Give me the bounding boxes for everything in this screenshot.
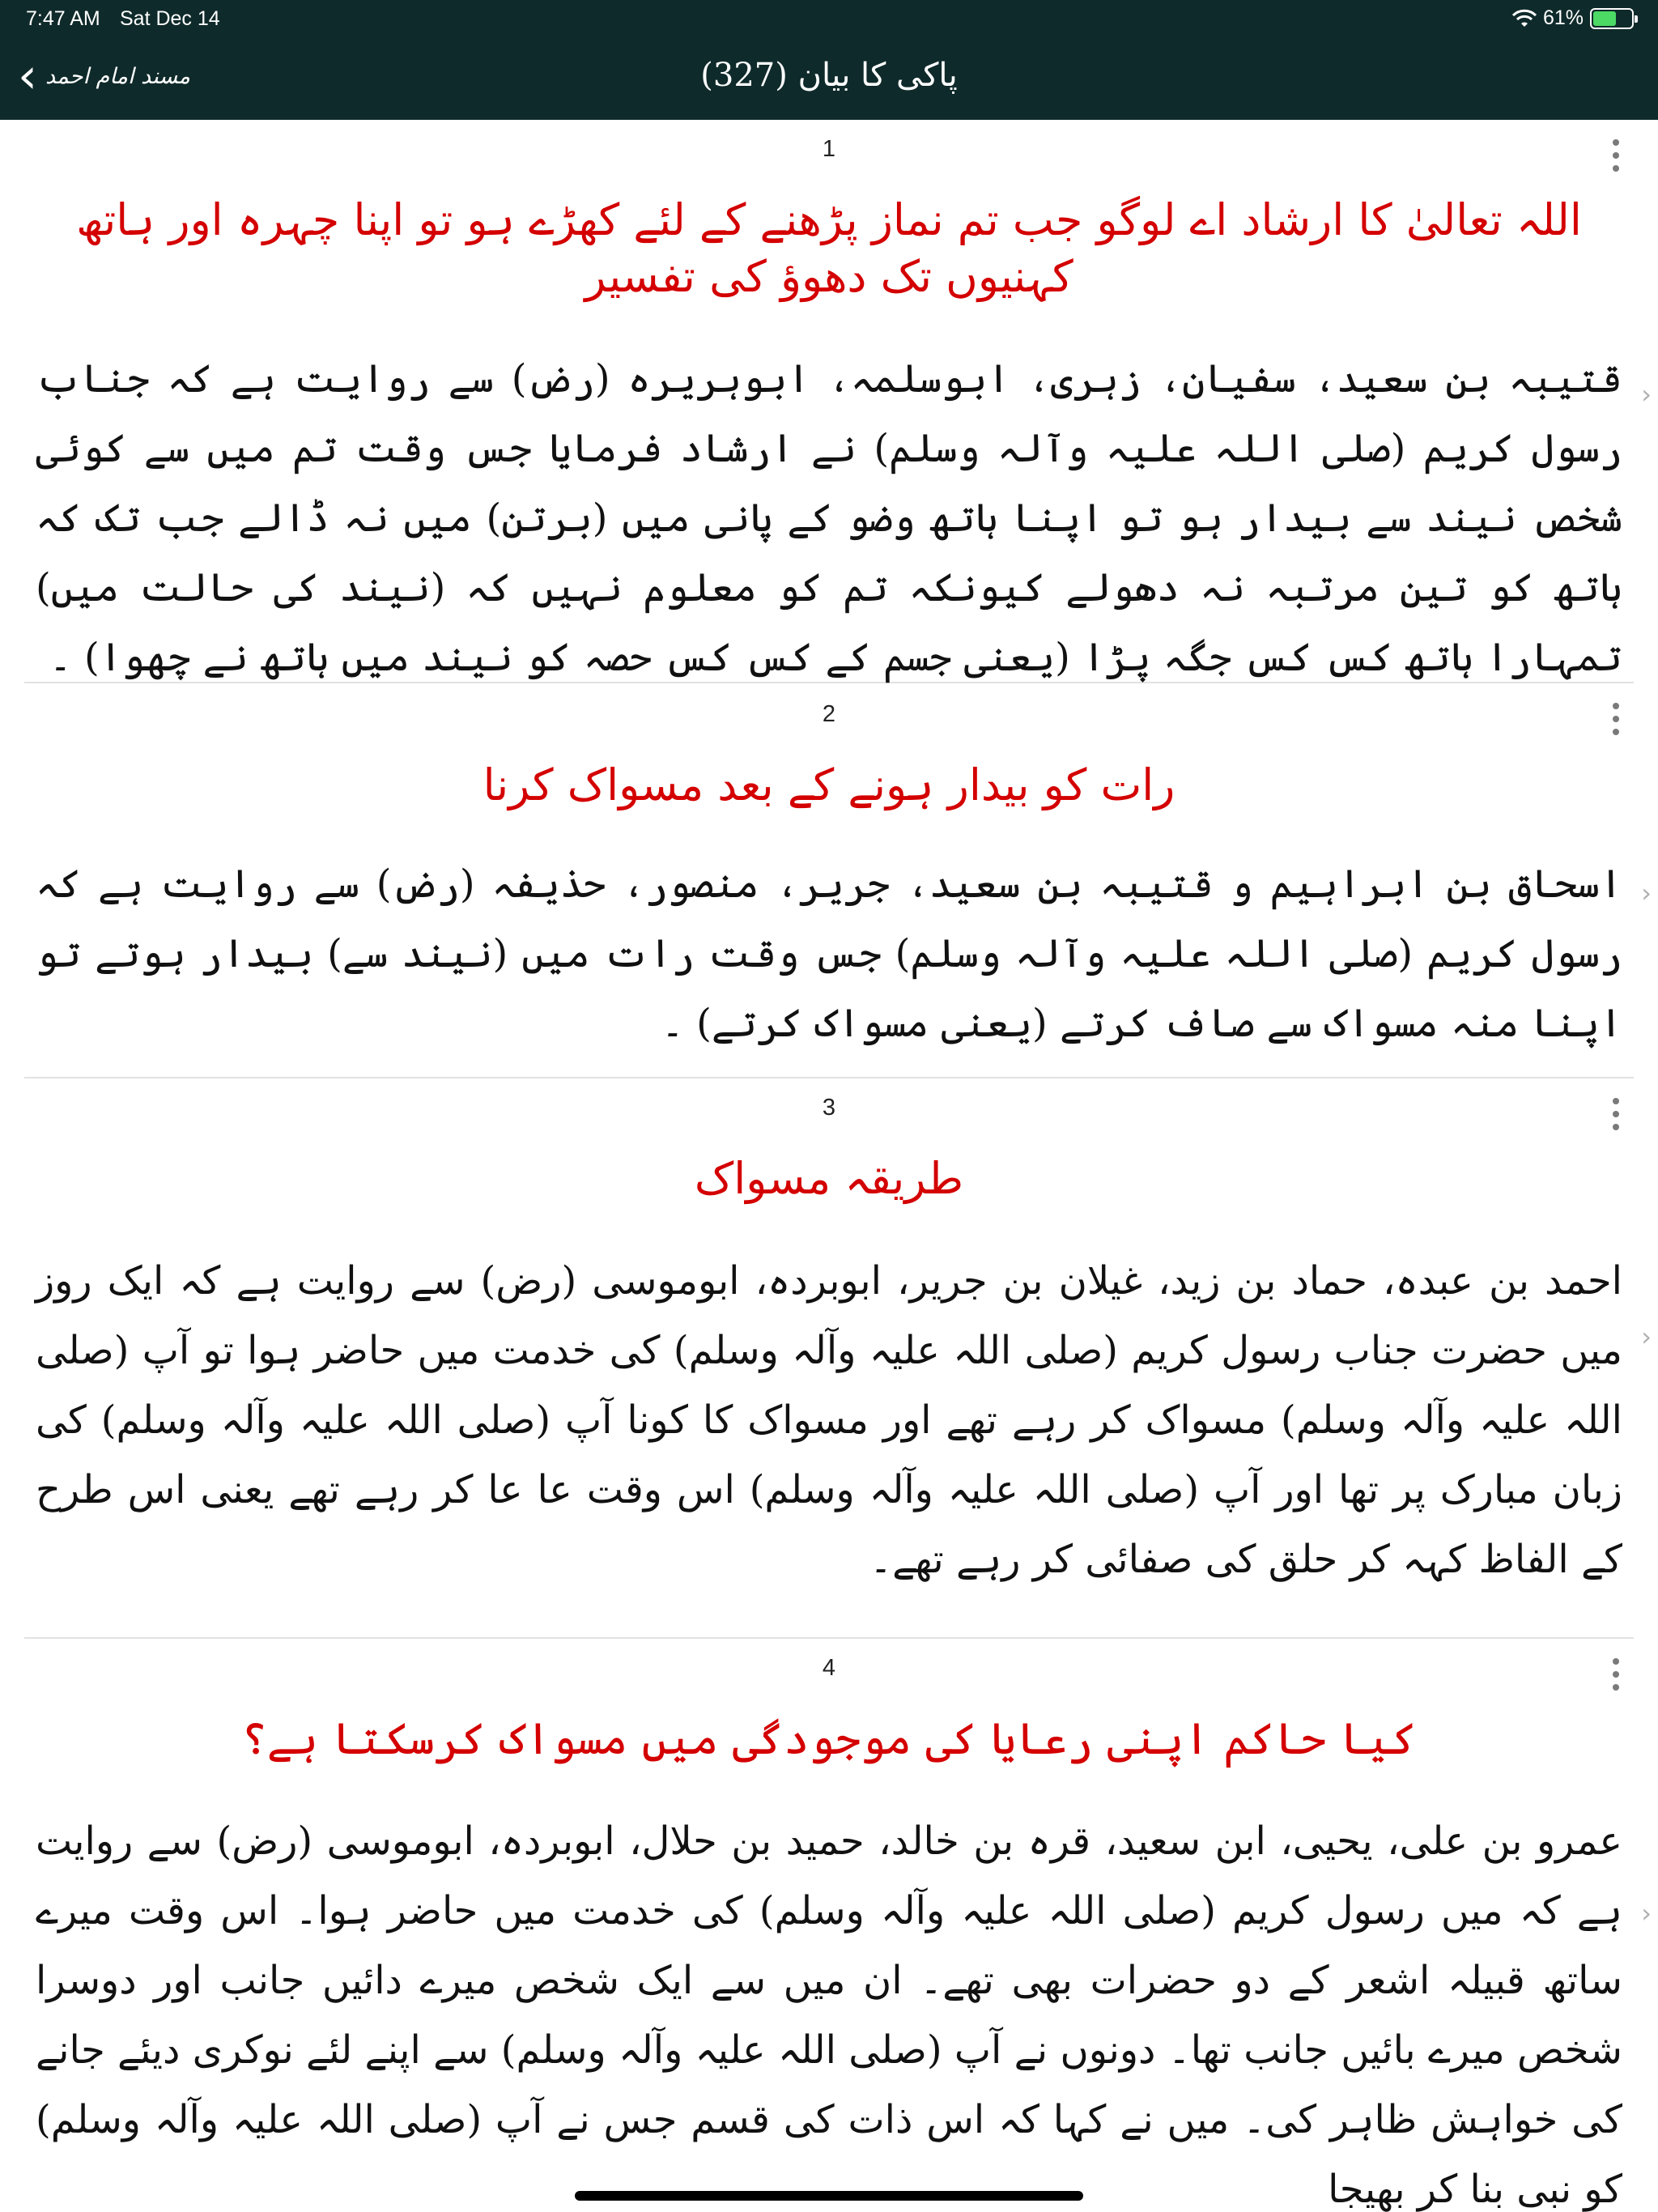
hadith-item-3[interactable]	[24, 1078, 1652, 1639]
hadith-heading: رات کو بیدار ہونے کے بعد مسواک کرنا	[483, 759, 1175, 810]
wifi-icon	[1512, 9, 1537, 28]
hadith-number: 1	[822, 136, 836, 162]
status-time: 7:47 AM	[26, 7, 100, 30]
battery-icon	[1590, 8, 1634, 29]
hadith-item-4[interactable]	[24, 1639, 1652, 2212]
hadith-list[interactable]	[0, 120, 1658, 2212]
hadith-heading: کیا حاکم اپنی رعایا کی موجودگی میں مسواک کرسکتا ہے؟	[241, 1713, 1417, 1764]
hadith-text: احمد بن عبدہ، حماد بن زید، غیلان بن جریر، ابوبردہ، ابوموسی (رض) سے روایت ہے کہ ایک روز میں حضرت جناب رسول کریم (صلی اللہ علیہ وآلہ وسلم) کی خدمت میں حاضر ہوا تو آپ (صلی اللہ علیہ وآلہ وسلم) مسواک کر رہے تھے اور مسواک کا کونا آپ (صلی اللہ علیہ وآلہ وسلم) کی زبان مبارک پر تھا اور آپ (صلی اللہ علیہ وآلہ وسلم) اس وقت عا عا کر رہے تھے یعنی اس طرح کے الفاظ کہہ کر حلق کی صفائی کر رہے تھے۔	[36, 1258, 1623, 1583]
more-options-icon[interactable]	[1608, 139, 1624, 172]
hadith-text: عمرو بن علی، یحیی، ابن سعید، قرہ بن خالد، حمید بن حلال، ابوبردہ، ابوموسی (رض) سے روایت ہے کہ میں رسول کریم (صلی اللہ علیہ وآلہ وسلم) کی خدمت میں حاضر ہوا۔ اس وقت میرے ساتھ قبیلہ اشعر کے دو حضرات بھی تھے۔ ان میں سے ایک شخص میرے دائیں جانب اور دوسرا شخص میرے بائیں جانب تھا۔ دونوں نے آپ (صلی اللہ علیہ وآلہ وسلم) سے اپنے لئے نوکری دیئے جانے کی خواہش ظاہر کی۔ میں نے کہا کہ اس ذات کی قسم جس نے آپ (صلی اللہ علیہ وآلہ وسلم) کو نبی بنا کر بھیجا	[36, 1819, 1623, 2212]
status-right	[1512, 6, 1634, 30]
hadith-number: 2	[822, 701, 836, 727]
status-bar	[0, 0, 1658, 39]
hadith-number: 4	[822, 1655, 836, 1681]
hadith-number: 3	[822, 1095, 836, 1121]
hadith-heading: اللہ تعالیٰ کا ارشاد اے لوگو جب تم نماز پڑھنے کے لئے کھڑے ہو تو اپنا چہرہ اور ہاتھ کہنیوں تک دھوؤ کی تفسیر	[76, 194, 1582, 303]
hadith-item-2[interactable]	[24, 683, 1652, 1078]
back-label: مسند امام احمد	[45, 63, 190, 89]
hadith-heading: طریقہ مسواک	[694, 1153, 964, 1204]
home-indicator[interactable]	[575, 2191, 1083, 2201]
hadith-item-1[interactable]	[24, 120, 1652, 683]
status-date: Sat Dec 14	[120, 7, 220, 30]
battery-percent: 61%	[1542, 6, 1584, 29]
more-options-icon[interactable]	[1608, 1658, 1624, 1691]
battery-fill	[1593, 11, 1616, 26]
page-title: پاکی کا بیان (327)	[700, 57, 958, 94]
chevron-right-icon[interactable]: ›	[1641, 878, 1652, 908]
chevron-right-icon[interactable]: ›	[1641, 1321, 1652, 1352]
hadith-text: قتیبہ بن سعید، سفیان، زہری، ابوسلمہ، ابوہریرہ (رض) سے روایت ہے کہ جناب رسول کریم (صلی اللہ علیہ وآلہ وسلم) نے ارشاد فرمایا جس وقت تم میں سے کوئی شخص نیند سے بیدار ہو تو اپنا ہاتھ وضو کے پانی میں (برتن) میں نہ ڈالے جب تک کہ ہاتھ کو تین مرتبہ نہ دھولے کیونکہ تم کو معلوم نہیں کہ (نیند کی حالت میں) تمہارا ہاتھ کس کس جگہ پڑا (یعنی جسم کے کس کس حصہ کو نیند میں ہاتھ نے چھوا) ۔	[36, 356, 1623, 681]
chevron-left-icon: ‹	[18, 48, 37, 104]
navigation-bar	[0, 39, 1658, 120]
chevron-right-icon[interactable]: ›	[1641, 379, 1652, 410]
more-options-icon[interactable]	[1608, 1098, 1624, 1130]
hadith-text: اسحاق بن ابراہیم و قتیبہ بن سعید، جریر، منصور، حذیفہ (رض) سے روایت ہے کہ رسول کریم (صلی اللہ علیہ وآلہ وسلم) جس وقت رات میں (نیند سے) بیدار ہوتے تو اپنا منہ مسواک سے صاف کرتے (یعنی مسواک کرتے) ۔	[36, 861, 1622, 1047]
more-options-icon[interactable]	[1608, 703, 1624, 735]
chevron-right-icon[interactable]: ›	[1641, 1898, 1652, 1929]
